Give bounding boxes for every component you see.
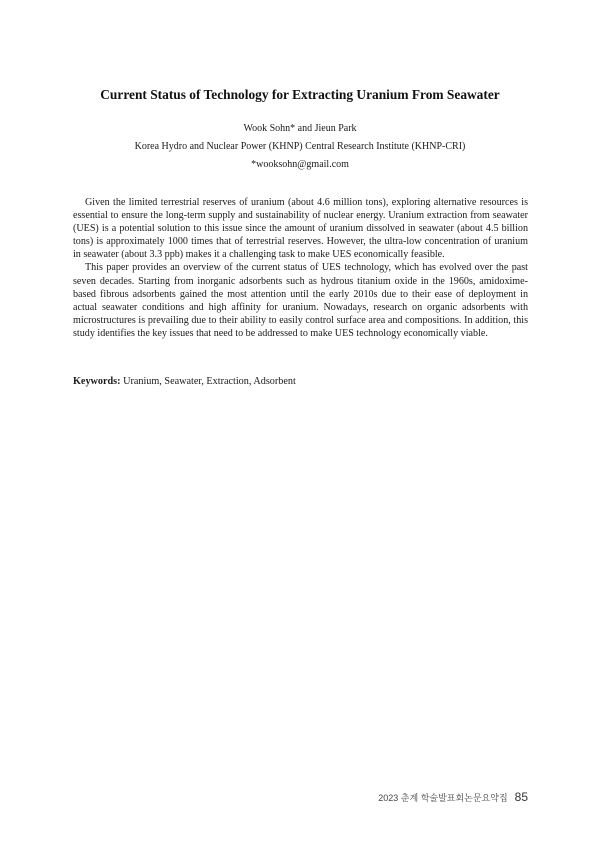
abstract-paragraph-1: Given the limited terrestrial reserves of uranium (about 4.6 million tons), exploring alternative resources is essential to ensure the long-term supply and sustainability of nuclear energy. Uranium extraction from seawater (UES) is a potential solution to this issue since the amount of uranium dissolved in seawater (about 4.5 billion tons) is approximately 1000 times that of terrestrial reserves. However, the ultra-low concentration of uranium in seawater (about 3.3 ppb) makes it a challenging task to make UES economically feasible. [73,197,528,261]
affiliation-line: Korea Hydro and Nuclear Power (KHNP) Central Research Institute (KHNP-CRI) [134,141,466,152]
author-line: Wook Sohn* and Jieun Park [243,123,357,134]
keywords-line [73,375,528,388]
keywords-label: Keywords: [73,376,121,387]
abstract-paragraph-2: This paper provides an overview of the current status of UES technology, which has evolved over the past seven decades. Starting from inorganic adsorbents such as hydrous titanium oxide in the 1960s, amidoxime-based fibrous adsorbents gained the most attention until the early 2010s due to their ease of deployment in actual seawater conditions and high affinity for uranium. Nowadays, research on organic adsorbents with microstructures is prevailing due to their ability to easily control surface area and compositions. In addition, this study identifies the key issues that need to be addressed to make UES technology economically viable. [73,262,528,339]
proceedings-title: 2023 춘계 학술발표회논문요약집 [378,793,508,803]
abstract [73,196,528,340]
email-line: *wooksohn@gmail.com [251,159,349,170]
page-number: 85 [514,790,528,804]
paper-title: Current Status of Technology for Extracting Uranium From Seawater [100,87,500,102]
keywords-values: Uranium, Seawater, Extraction, Adsorbent [123,376,296,387]
page-footer [378,790,528,804]
